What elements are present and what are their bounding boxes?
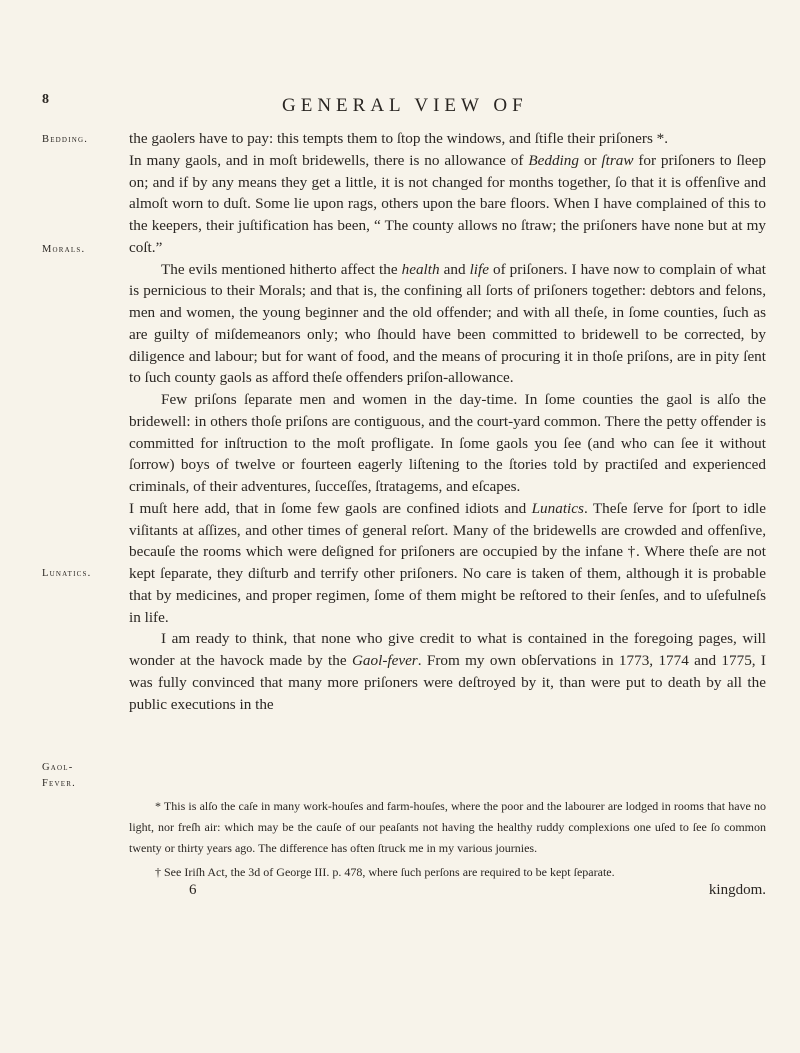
paragraph: I am ready to think, that none who give credit to what is contained in the foregoing pages, will wonder at the havock made by the Gaol-fever. From my own obſervations in 1773, 1774 and 1775, I was fully convinced that many more priſoners were deſtroyed by it, than were put to death by all the public executions in the: [129, 630, 766, 713]
margin-note-fever: Fever.: [42, 778, 76, 789]
page-footer: [129, 882, 766, 906]
margin-note-morals: Morals.: [42, 244, 86, 255]
running-title: GENERAL VIEW OF: [282, 95, 528, 116]
paragraph: Few priſons ſeparate men and women in the day-time. In ſome counties the gaol is alſo the bridewell: in others thoſe priſons are contiguous, and the court-yard common. There the petty offender is committed for inſtruction to the moſt profligate. In ſome gaols you ſee (and who can ſee it without ſorrow) boys of twelve or fourteen eagerly liſtening to the ſtories told by practiſed and experienced criminals, of their adventures, ſucceſſes, ſtratagems, and eſcapes.: [129, 391, 766, 495]
paragraph: the gaolers have to pay: this tempts them to ſtop the windows, and ſtifle their priſoners *.: [129, 130, 669, 147]
body-text: [129, 128, 766, 715]
page-number: 8: [42, 92, 49, 107]
footnotes: [129, 796, 766, 886]
margin-note-lunatics: Lunatics.: [42, 568, 92, 579]
signature-mark: 6: [189, 882, 197, 898]
paragraph: The evils mentioned hitherto affect the health and life of priſoners. I have now to complain of what is pernicious to their Morals; and that is, the confining all ſorts of priſoners together: debtors and felons, men and women, the young beginner and the old offender; and with all theſe, in ſome counties, ſuch as are guilty of miſdemeanors only; who ſhould have been committed to bridewell to be corrected, by diligence and labour; but for want of food, and the means of procuring it in thoſe priſons, are in pity ſent to ſuch county gaols as afford theſe offenders priſon-allowance.: [129, 260, 767, 387]
paragraph: I muſt here add, that in ſome few gaols are confined idiots and Lunatics. Theſe ſerve for ſport to idle viſitants at aſſizes, and other times of general reſort. Many of the bridewells are crowded and offenſive, becauſe the rooms which were deſigned for priſoners are occupied by the infane †. Where theſe are not kept ſeparate, they diſturb and terrify other priſoners. No care is taken of them, although it is probable that by medicines, and proper regimen, ſome of them might be reſtored to their ſenſes, and to uſefulneſs in life.: [129, 499, 766, 626]
footnote: * This is alſo the caſe in many work-houſes and farm-houſes, where the poor and the labourer are lodged in rooms that have no light, nor freſh air: which may be the cauſe of our peaſants not having the healthy ruddy complexions one uſed to ſee ſo common twenty or thirty years ago. The difference has often ſtruck me in my various journies.: [129, 799, 766, 855]
margin-note-bedding: Bedding.: [42, 134, 89, 145]
margin-note-gaol: Gaol-: [42, 762, 74, 773]
footnote: † See Iriſh Act, the 3d of George III. p. 478, where ſuch perſons are required to be kept ſeparate.: [155, 865, 615, 879]
catchword: kingdom.: [708, 882, 766, 898]
paragraph: In many gaols, and in moſt bridewells, there is no allowance of Bedding or ſtraw for priſoners to ſleep on; and if by any means they get a little, it is not changed for months together, ſo that it is offenſive and almoſt worn to duſt. Some lie upon rags, others upon the bare floors. When I have complained of this to the keepers, their juſtification has been, “ The county allows no ſtraw; the priſoners have none but at my coſt.”: [129, 151, 767, 256]
